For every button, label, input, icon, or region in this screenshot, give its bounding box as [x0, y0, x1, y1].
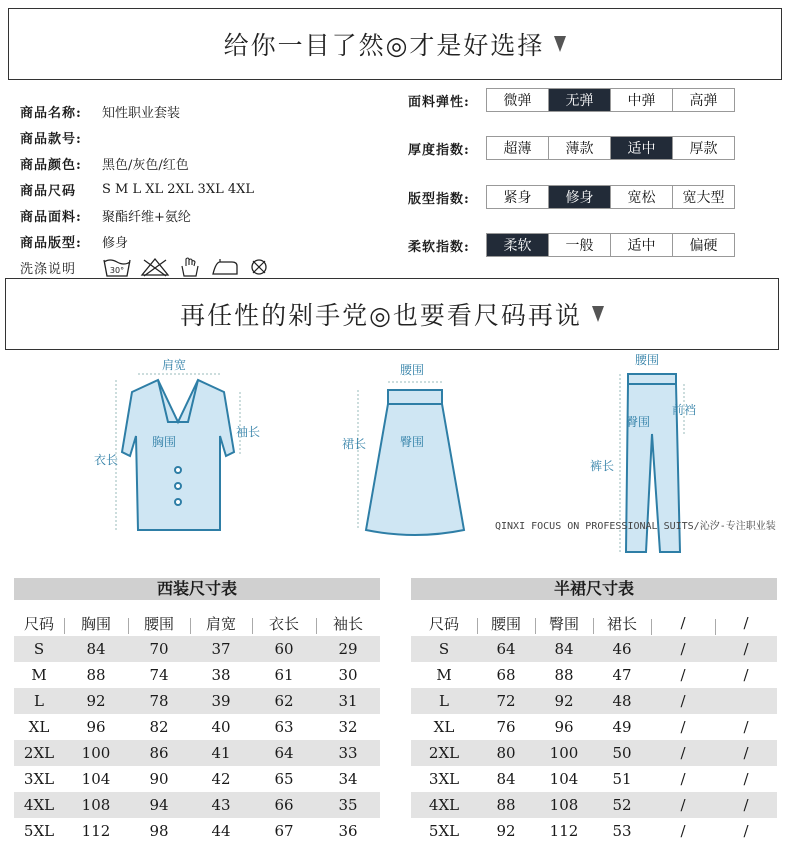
table-cell: 72 [496, 692, 516, 710]
table-row [411, 636, 777, 662]
table-row [411, 714, 777, 740]
info-label: 商品版型: [20, 235, 82, 251]
table-cell: 70 [149, 640, 169, 658]
table-cell: 100 [81, 744, 111, 762]
table-cell: S [438, 640, 450, 658]
scale-softness [408, 233, 735, 257]
no-dry-clean-icon [248, 256, 270, 278]
header-cell: 腰围 [128, 613, 190, 634]
table-cell: 40 [211, 718, 231, 736]
header-cell: / [715, 614, 777, 632]
table-cell: 29 [338, 640, 358, 658]
scale-option: 适中 [610, 234, 672, 256]
table-cell: / [743, 718, 749, 736]
table-body [14, 636, 380, 844]
table-cell: 5XL [428, 822, 460, 840]
scale-elasticity [408, 88, 735, 112]
table-cell: 64 [274, 744, 294, 762]
table-header [14, 610, 380, 636]
scale-option: 宽大型 [672, 186, 734, 208]
table-row [14, 792, 380, 818]
scale-thickness [408, 136, 735, 160]
header-cell: 肩宽 [190, 613, 252, 634]
scale-option: 柔软 [487, 234, 548, 256]
label-chest: 胸围 [152, 435, 177, 449]
scale-option: 薄款 [548, 137, 610, 159]
table-cell: / [743, 796, 749, 814]
info-label: 商品面料: [20, 209, 82, 225]
table-cell: 84 [496, 770, 516, 788]
scale-option: 超薄 [487, 137, 548, 159]
scale-option: 厚款 [672, 137, 734, 159]
label-pants-length: 裤长 [590, 459, 615, 473]
info-row-color [20, 150, 400, 176]
table-cell: L [439, 692, 449, 710]
wash-icons [102, 256, 270, 278]
header-cell: 袖长 [316, 613, 380, 634]
banner-title: 再任性的剁手党◎也要看尺码再说 [180, 301, 582, 330]
table-cell: 98 [149, 822, 169, 840]
table-cell: 92 [554, 692, 574, 710]
info-row-name [20, 98, 400, 124]
label-shoulder: 肩宽 [162, 358, 187, 372]
info-row-size [20, 176, 400, 202]
table-cell: 80 [496, 744, 516, 762]
table-cell: 78 [149, 692, 169, 710]
table-cell: 38 [211, 666, 231, 684]
table-cell: 92 [86, 692, 106, 710]
wash-temp: 30° [109, 266, 125, 275]
table-cell: 88 [496, 796, 516, 814]
table-row [14, 688, 380, 714]
table-cell: 4XL [428, 796, 460, 814]
scale-option: 偏硬 [672, 234, 734, 256]
header-cell: 尺码 [23, 614, 54, 633]
table-row [411, 688, 777, 714]
table-cell: 108 [81, 796, 111, 814]
table-cell: 44 [211, 822, 231, 840]
table-cell: 62 [274, 692, 294, 710]
table-cell: 53 [612, 822, 632, 840]
table-cell: M [31, 666, 47, 684]
table-cell: 61 [274, 666, 294, 684]
table-cell: 76 [496, 718, 516, 736]
header-banner [8, 8, 782, 80]
scale-label: 厚度指数: [408, 142, 470, 158]
table-row [411, 740, 777, 766]
info-value: 聚酯纤维+氨纶 [102, 209, 191, 225]
table-cell: M [436, 666, 452, 684]
table-cell: XL [433, 718, 455, 736]
scale-option: 宽松 [610, 186, 672, 208]
info-label: 商品名称: [20, 105, 82, 121]
table-cell: 68 [496, 666, 516, 684]
table-cell: / [680, 640, 686, 658]
table-cell: / [680, 718, 686, 736]
info-row-wash [20, 254, 400, 280]
table-cell: 74 [149, 666, 169, 684]
table-cell: 82 [149, 718, 169, 736]
table-cell: XL [28, 718, 50, 736]
scale-options [486, 88, 735, 112]
table-body [411, 636, 777, 844]
table-row [14, 662, 380, 688]
info-label: 商品尺码 [20, 183, 77, 199]
header-cell: 胸围 [64, 613, 128, 634]
info-value: 知性职业套装 [102, 105, 181, 121]
table-row [14, 818, 380, 844]
table-cell: 112 [81, 822, 111, 840]
table-cell: 2XL [428, 744, 460, 762]
info-value: 黑色/灰色/红色 [102, 157, 189, 173]
scale-option: 高弹 [672, 89, 734, 111]
triangle-down-icon [592, 306, 604, 322]
header-cell: / [651, 614, 715, 632]
table-cell: 86 [149, 744, 169, 762]
table-cell: 37 [211, 640, 231, 658]
table-cell: 100 [549, 744, 579, 762]
table-row [411, 766, 777, 792]
info-row-fit [20, 228, 400, 254]
scale-option: 紧身 [487, 186, 548, 208]
scale-options [486, 233, 735, 257]
table-cell: 4XL [23, 796, 55, 814]
scale-options [486, 136, 735, 160]
table-cell: 104 [549, 770, 579, 788]
scale-option: 修身 [548, 186, 610, 208]
info-row-fabric [20, 202, 400, 228]
scale-option: 微弹 [487, 89, 548, 111]
table-cell: 31 [338, 692, 358, 710]
table-cell: 88 [554, 666, 574, 684]
no-bleach-icon [140, 256, 170, 278]
table-cell: 92 [496, 822, 516, 840]
info-value: 修身 [102, 235, 129, 251]
info-value: S M L XL 2XL 3XL 4XL [102, 181, 255, 197]
table-row [14, 714, 380, 740]
table-row [411, 818, 777, 844]
table-title: 西装尺寸表 [14, 578, 380, 600]
table-row [14, 740, 380, 766]
table-cell: 30 [338, 666, 358, 684]
table-cell: 3XL [23, 770, 55, 788]
scale-option: 中弹 [610, 89, 672, 111]
table-cell: 49 [612, 718, 632, 736]
table-cell: 84 [86, 640, 106, 658]
table-row [411, 662, 777, 688]
table-cell: 41 [211, 744, 231, 762]
table-cell: 67 [274, 822, 294, 840]
table-cell: / [743, 744, 749, 762]
table-cell: / [680, 770, 686, 788]
jacket-diagram [122, 380, 234, 530]
table-cell: L [34, 692, 44, 710]
table-cell: 96 [554, 718, 574, 736]
label-pants-hip: 臀围 [626, 415, 651, 429]
suit-size-table [14, 578, 380, 844]
table-cell: / [680, 666, 686, 684]
wash-label: 洗涤说明 [20, 261, 77, 277]
table-row [14, 766, 380, 792]
table-cell: S [33, 640, 45, 658]
size-banner [5, 278, 779, 350]
info-label: 商品款号: [20, 131, 82, 147]
label-sleeve: 袖长 [236, 425, 261, 439]
label-jacket-length: 衣长 [94, 453, 119, 467]
table-cell: 64 [496, 640, 516, 658]
table-cell: / [743, 666, 749, 684]
table-cell: 66 [274, 796, 294, 814]
banner-title: 给你一目了然◎才是好选择 [223, 31, 545, 60]
table-cell: 50 [612, 744, 632, 762]
table-cell: / [680, 822, 686, 840]
header-cell: 衣长 [252, 613, 316, 634]
label-skirt-length: 裙长 [342, 437, 367, 451]
hand-wash-icon [178, 256, 202, 278]
wash-30-icon [102, 256, 132, 278]
table-cell: 39 [211, 692, 231, 710]
label-pants-waist: 腰围 [635, 353, 660, 367]
table-cell: 90 [149, 770, 169, 788]
label-skirt-hip: 臀围 [400, 435, 425, 449]
table-cell: 65 [274, 770, 294, 788]
table-cell: 52 [612, 796, 632, 814]
table-cell: 42 [211, 770, 231, 788]
triangle-down-icon [554, 36, 566, 52]
skirt-size-table [411, 578, 777, 844]
table-title: 半裙尺寸表 [411, 578, 777, 600]
table-cell: 60 [274, 640, 294, 658]
header-cell: 尺码 [428, 614, 459, 633]
scale-option: 无弹 [548, 89, 610, 111]
table-cell: 46 [612, 640, 632, 658]
table-cell: / [680, 692, 686, 710]
table-cell: 34 [338, 770, 358, 788]
table-cell: 35 [338, 796, 358, 814]
table-cell: 84 [554, 640, 574, 658]
table-cell: 96 [86, 718, 106, 736]
scale-option: 适中 [610, 137, 672, 159]
table-cell: 36 [338, 822, 358, 840]
info-row-code [20, 124, 400, 150]
scale-fit [408, 185, 735, 209]
table-cell: 32 [338, 718, 358, 736]
header-cell: 裙长 [593, 613, 651, 634]
label-pants-rise: 前裆 [672, 403, 697, 417]
table-cell: 104 [81, 770, 111, 788]
table-cell: / [680, 796, 686, 814]
brand-slogan: QINXI FOCUS ON PROFESSIONAL SUITS/沁汐-专注职业装 [495, 521, 776, 532]
table-cell: 33 [338, 744, 358, 762]
table-row [14, 636, 380, 662]
scale-label: 版型指数: [408, 191, 470, 207]
table-header [411, 610, 777, 636]
header-cell: 腰围 [477, 613, 535, 634]
scale-label: 面料弹性: [408, 94, 470, 110]
table-cell: / [743, 822, 749, 840]
table-cell: / [680, 744, 686, 762]
table-cell: 5XL [23, 822, 55, 840]
table-cell: 88 [86, 666, 106, 684]
table-cell: 94 [149, 796, 169, 814]
product-info [20, 98, 400, 280]
table-cell: 48 [612, 692, 632, 710]
table-cell: / [743, 770, 749, 788]
table-row [411, 792, 777, 818]
scale-option: 一般 [548, 234, 610, 256]
table-cell: / [743, 640, 749, 658]
scale-label: 柔软指数: [408, 239, 470, 255]
table-cell: 108 [549, 796, 579, 814]
table-cell: 112 [549, 822, 579, 840]
iron-icon [210, 256, 240, 278]
info-label: 商品颜色: [20, 157, 82, 173]
scale-options [486, 185, 735, 209]
table-cell: 63 [274, 718, 294, 736]
table-cell: 3XL [428, 770, 460, 788]
table-cell: 2XL [23, 744, 55, 762]
label-skirt-waist: 腰围 [400, 363, 425, 377]
table-cell: 43 [211, 796, 231, 814]
table-cell: 47 [612, 666, 632, 684]
table-cell: 51 [612, 770, 632, 788]
header-cell: 臀围 [535, 613, 593, 634]
skirt-diagram [366, 390, 464, 535]
